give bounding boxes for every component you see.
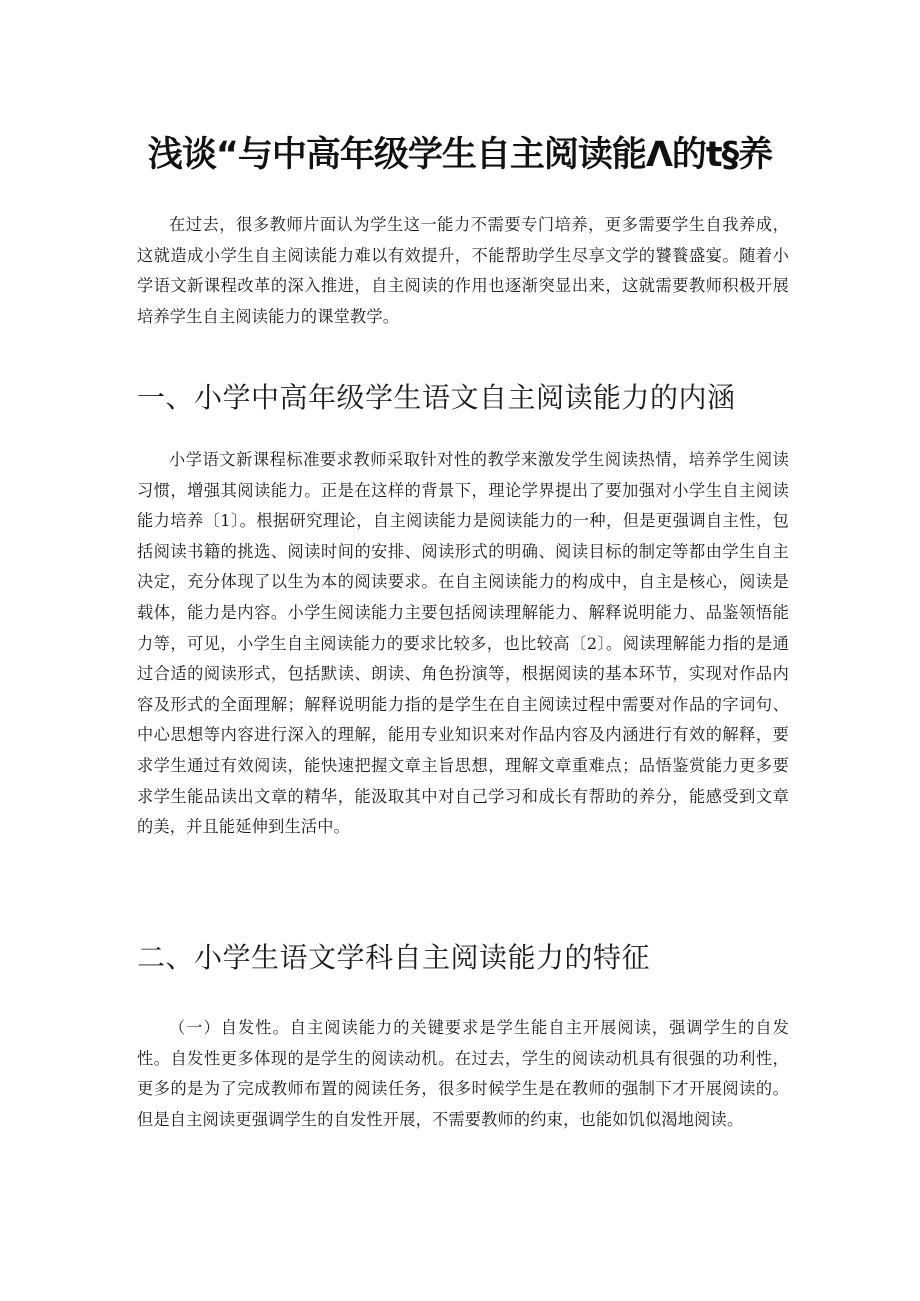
intro-paragraph: 在过去，很多教师片面认为学生这一能力不需要专门培养，更多需要学生自我养成，这就造成小学生自主阅读能力难以有效提升，不能帮助学生尽享文学的饕餮盛宴。随着小学语文新课程改革的深入推进，自主阅读的作用也逐渐突显出来，这就需要教师积极开展培养学生自主阅读能力的课堂教学。 bbox=[137, 215, 789, 326]
document-title: 浅谈“与中高年级学生自主阅读能Λ的t§养 bbox=[147, 135, 773, 175]
section-1-heading: 一、小学中高年级学生语文自主阅读能力的内涵 bbox=[137, 381, 736, 414]
section-2-paragraph: （一）自发性。自主阅读能力的关键要求是学生能自主开展阅读，强调学生的自发性。自发性更多体现的是学生的阅读动机。在过去，学生的阅读动机具有很强的功利性，更多的是为了完成教师布置的阅读任务，很多时候学生是在教师的强制下才开展阅读的。但是自主阅读更强调学生的自发性开展，不需要教师的约束，也能如饥似渴地阅读。 bbox=[137, 1018, 789, 1129]
section-2-heading: 二、小学生语文学科自主阅读能力的特征 bbox=[137, 941, 651, 974]
section-1-paragraph: 小学语文新课程标准要求教师采取针对性的教学来激发学生阅读热情，培养学生阅读习惯，增强其阅读能力。正是在这样的背景下，理论学界提出了要加强对小学生自主阅读能力培养〔1〕。根据研究理论，自主阅读能力是阅读能力的一种，但是更强调自主性，包括阅读书籍的挑选、阅读时间的安排、阅读形式的明确、阅读目标的制定等都由学生自主决定，充分体现了以生为本的阅读要求。在自主阅读能力的构成中，自主是核心，阅读是载体，能力是内容。小学生阅读能力主要包括阅读理解能力、解释说明能力、品鉴领悟能力等，可见，小学生自主阅读能力的要求比较多，也比较高〔2〕。阅读理解能力指的是通过合适的阅读形式，包括默读、朗读、角色扮演等，根据阅读的基本环节，实现对作品内容及形式的全面理解；解释说明能力指的是学生在自主阅读过程中需要对作品的字词句、中心思想等内容进行深入的理解，能用专业知识来对作品内容及内涵进行有效的解释，要求学生通过有效阅读，能快速把握文章主旨思想，理解文章重难点；品悟鉴赏能力更多要求学生能品读出文章的精华，能汲取其中对自己学习和成长有帮助的养分，能感受到文章的美，并且能延伸到生活中。 bbox=[137, 450, 789, 837]
